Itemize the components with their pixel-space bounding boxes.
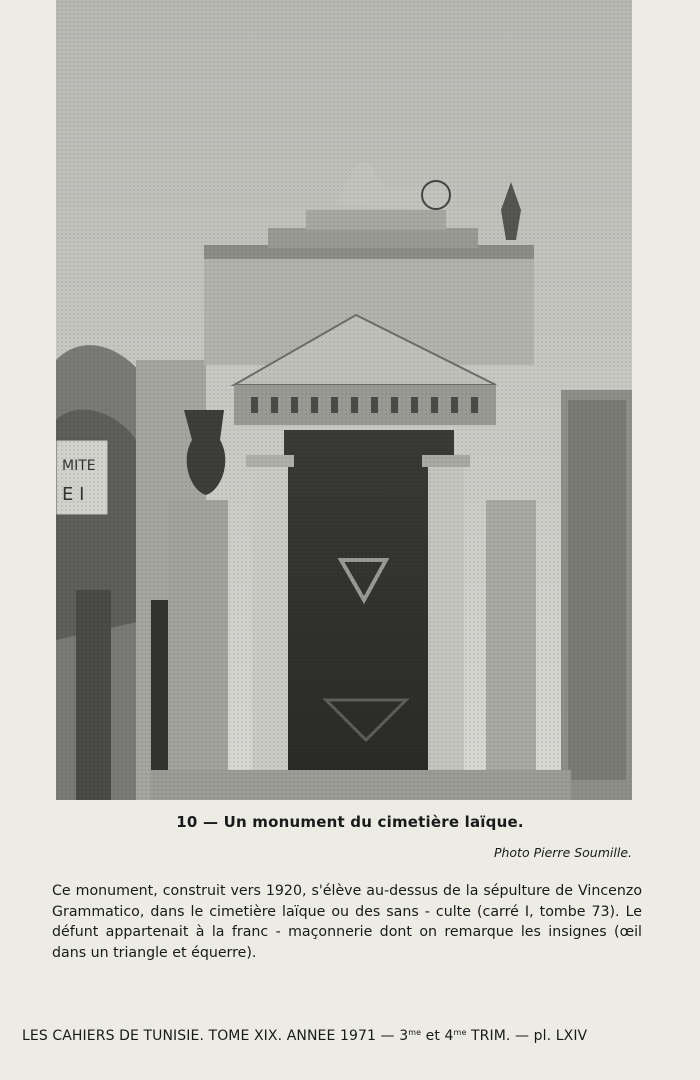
caption-title-text: Un monument du cimetière laïque. [223,813,524,831]
page-footer [22,1028,678,1044]
figure-caption [0,813,700,831]
footer-superscript-1: me [408,1028,422,1037]
monument-photo [56,0,632,800]
footer-part-3: TRIM. — pl. LXIV [466,1028,588,1044]
description-paragraph: Ce monument, construit vers 1920, s'élève au-dessus de la sépulture de Vincenzo Grammatico, dans le cimetière laïque ou des sans - culte (carré I, tombe 73). Le défunt appartenait à la franc - maçonnerie dont on remarque les insignes (œil dans un triangle et équerre). [52,883,642,961]
monument-illustration [56,0,632,800]
footer-part-1: LES CAHIERS DE TUNISIE. TOME XIX. ANNEE 1971 — 3 [22,1028,409,1044]
photo-credit: Photo Pierre Soumille. [493,845,632,860]
caption-dash: — [202,813,219,831]
figure-number: 10 [176,813,198,831]
footer-part-2: et 4 [421,1028,454,1044]
footer-superscript-2: me [453,1028,467,1037]
